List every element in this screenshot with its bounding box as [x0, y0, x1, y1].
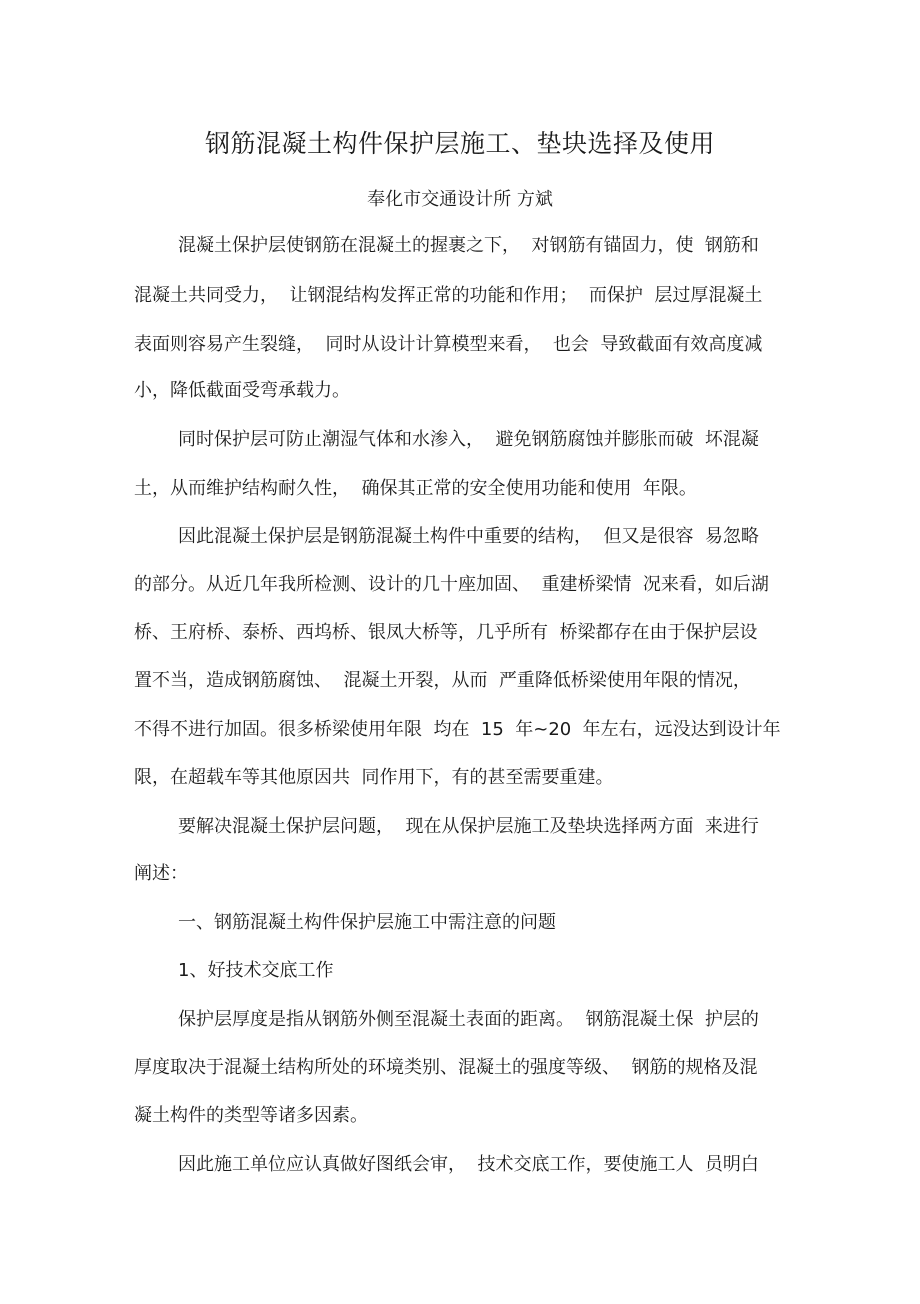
text-line: 的部分。从近几年我所检测、设计的几十座加固、 重建桥梁情 况来看，如后湖	[134, 574, 769, 595]
text-line: 桥、王府桥、泰桥、西坞桥、银凤大桥等，几乎所有 桥梁都存在由于保护层设	[134, 622, 758, 643]
text-line: 因此施工单位应认真做好图纸会审， 技术交底工作，要使施工人 员明白	[178, 1154, 759, 1175]
text-line: 厚度取决于混凝土结构所处的环境类别、混凝土的强度等级、 钢筋的规格及混	[134, 1057, 758, 1078]
document-title: 钢筋混凝土构件保护层施工、垫块选择及使用	[204, 129, 715, 158]
text-line: 土，从而维护结构耐久性， 确保其正常的安全使用功能和使用 年限。	[134, 478, 697, 499]
text-line: 要解决混凝土保护层问题， 现在从保护层施工及垫块选择两方面 来进行	[178, 816, 759, 837]
text-line: 表面则容易产生裂缝， 同时从设计计算模型来看， 也会 导致截面有效高度减	[134, 334, 763, 355]
text-line: 小，降低截面受弯承载力。	[134, 380, 350, 401]
text-line: 限，在超载车等其他原因共 同作用下，有的甚至需要重建。	[134, 767, 614, 788]
text-line: 混凝土保护层使钢筋在混凝土的握裹之下， 对钢筋有锚固力，使 钢筋和	[178, 235, 759, 256]
section-heading: 一、钢筋混凝土构件保护层施工中需注意的问题	[178, 912, 556, 933]
document-author: 奉化市交通设计所 方斌	[367, 189, 553, 210]
text-line: 同时保护层可防止潮湿气体和水渗入， 避免钢筋腐蚀并膨胀而破 坏混凝	[178, 429, 759, 450]
text-line: 置不当，造成钢筋腐蚀、 混凝土开裂，从而 严重降低桥梁使用年限的情况，	[134, 670, 751, 691]
text-line: 混凝土共同受力， 让钢混结构发挥正常的功能和作用； 而保护 层过厚混凝土	[134, 285, 763, 306]
subsection-heading: 1、好技术交底工作	[178, 960, 334, 981]
text-line: 不得不进行加固。很多桥梁使用年限 均在 15 年~20 年左右，远没达到设计年	[134, 719, 781, 740]
text-line: 因此混凝土保护层是钢筋混凝土构件中重要的结构， 但又是很容 易忽略	[178, 526, 759, 547]
text-line: 凝土构件的类型等诸多因素。	[134, 1105, 368, 1126]
text-line: 阐述：	[134, 863, 188, 884]
text-line: 保护层厚度是指从钢筋外侧至混凝土表面的距离。 钢筋混凝土保 护层的	[178, 1009, 759, 1030]
